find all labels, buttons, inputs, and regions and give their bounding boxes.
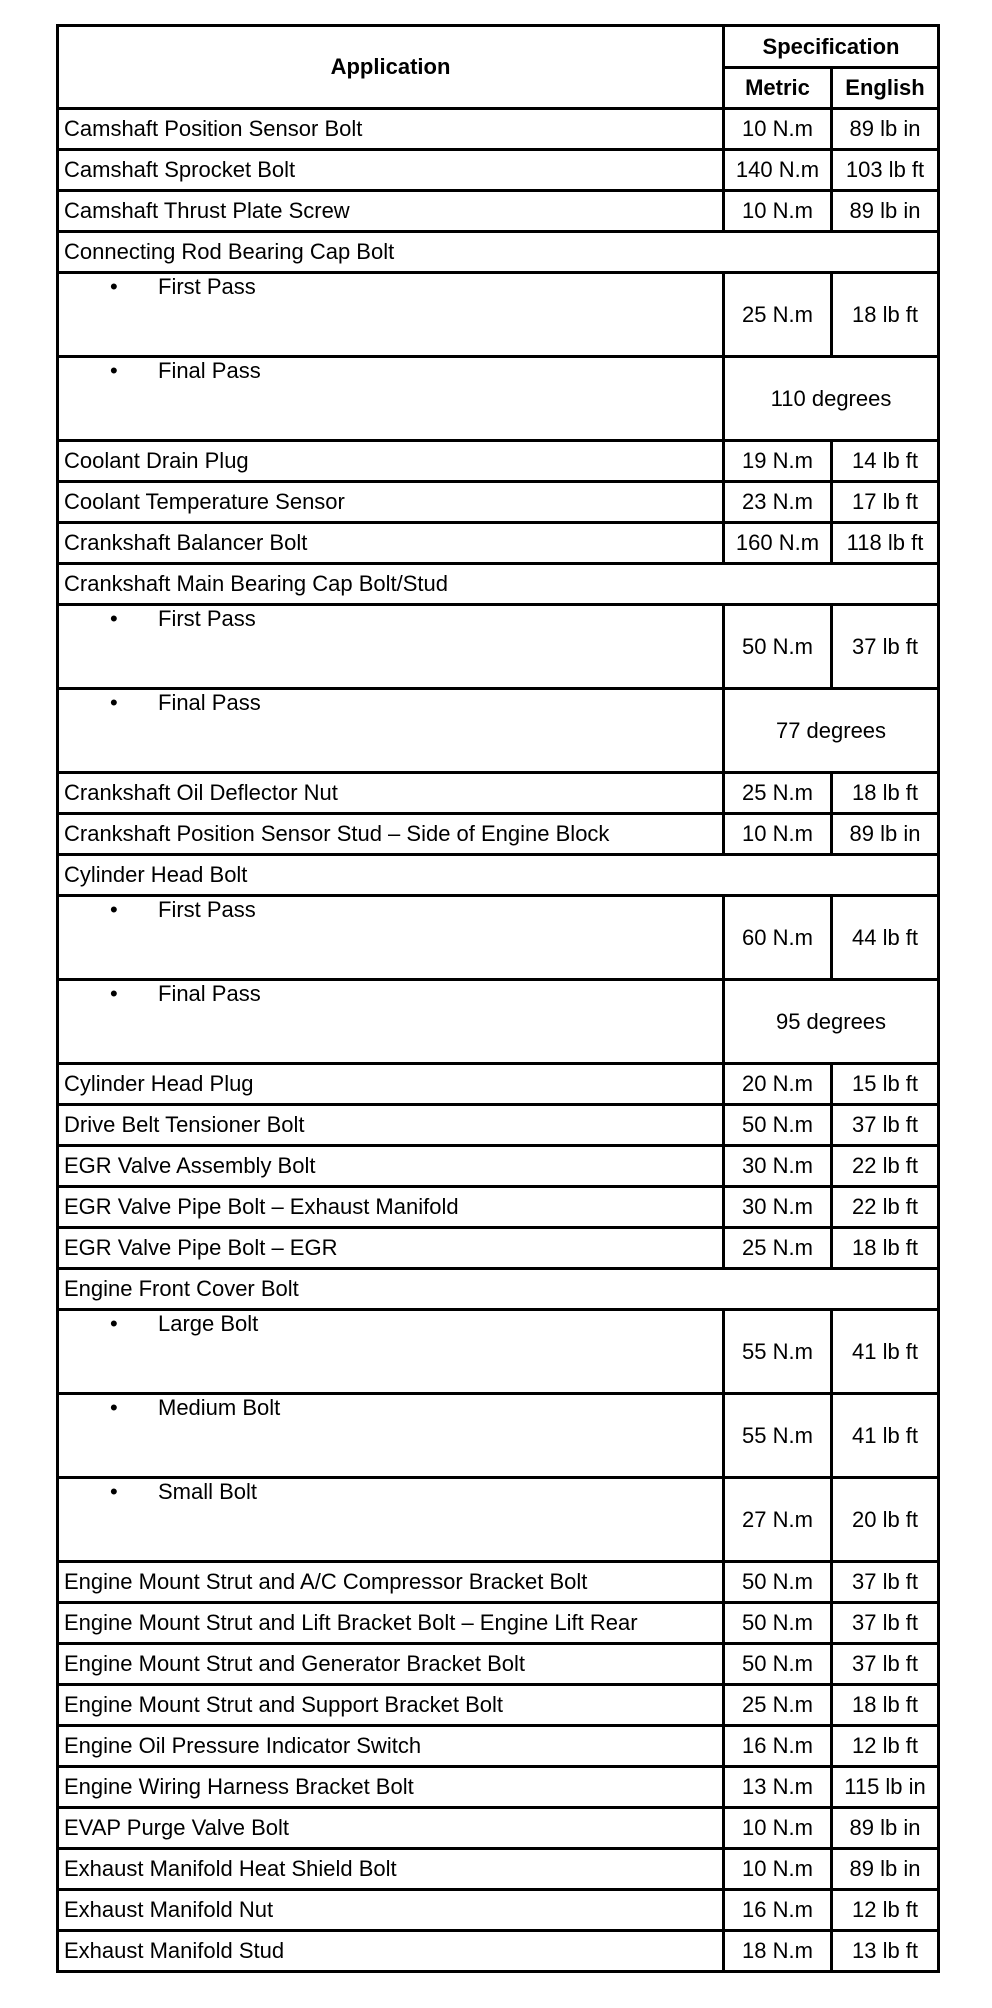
sub-application-cell — [58, 357, 724, 441]
english-cell: 18 lb ft — [832, 1228, 939, 1269]
sub-application-label: Final Pass — [158, 358, 261, 383]
application-cell: Crankshaft Balancer Bolt — [58, 523, 724, 564]
metric-cell: 20 N.m — [724, 1064, 832, 1105]
table-row — [58, 482, 939, 523]
table-row — [58, 523, 939, 564]
table-row — [58, 1603, 939, 1644]
application-cell: Engine Oil Pressure Indicator Switch — [58, 1726, 724, 1767]
group-row — [58, 855, 939, 896]
english-cell: 20 lb ft — [832, 1478, 939, 1562]
table-row — [58, 1562, 939, 1603]
application-header: Application — [58, 26, 724, 109]
merged-spec-cell: 110 degrees — [724, 357, 939, 441]
metric-cell: 50 N.m — [724, 605, 832, 689]
table-row — [58, 1146, 939, 1187]
table-row — [58, 191, 939, 232]
metric-cell: 50 N.m — [724, 1603, 832, 1644]
english-cell: 89 lb in — [832, 109, 939, 150]
metric-cell: 55 N.m — [724, 1310, 832, 1394]
metric-cell: 10 N.m — [724, 814, 832, 855]
merged-spec-cell: 95 degrees — [724, 980, 939, 1064]
table-row — [58, 441, 939, 482]
group-application-cell: Crankshaft Main Bearing Cap Bolt/Stud — [58, 564, 939, 605]
table-row — [58, 1187, 939, 1228]
english-cell: 89 lb in — [832, 1849, 939, 1890]
english-cell: 13 lb ft — [832, 1931, 939, 1972]
metric-cell: 27 N.m — [724, 1478, 832, 1562]
sub-row — [58, 689, 939, 773]
metric-cell: 25 N.m — [724, 773, 832, 814]
sub-row — [58, 1394, 939, 1478]
sub-application-cell — [58, 980, 724, 1064]
english-cell: 44 lb ft — [832, 896, 939, 980]
sub-application-cell — [58, 1478, 724, 1562]
sub-application-cell — [58, 1394, 724, 1478]
english-cell: 15 lb ft — [832, 1064, 939, 1105]
metric-cell: 10 N.m — [724, 191, 832, 232]
english-cell: 12 lb ft — [832, 1890, 939, 1931]
application-cell: EGR Valve Assembly Bolt — [58, 1146, 724, 1187]
table-row — [58, 773, 939, 814]
table-row — [58, 1644, 939, 1685]
group-application-cell: Connecting Rod Bearing Cap Bolt — [58, 232, 939, 273]
table-row — [58, 109, 939, 150]
table-row — [58, 1685, 939, 1726]
sub-application-label: Large Bolt — [158, 1311, 259, 1336]
sub-row — [58, 1310, 939, 1394]
table-body — [58, 109, 939, 1972]
application-cell: Camshaft Position Sensor Bolt — [58, 109, 724, 150]
group-application-cell: Engine Front Cover Bolt — [58, 1269, 939, 1310]
english-cell: 18 lb ft — [832, 773, 939, 814]
english-cell: 89 lb in — [832, 191, 939, 232]
application-cell: Engine Mount Strut and Support Bracket Bolt — [58, 1685, 724, 1726]
bullet-icon: • — [110, 981, 118, 1006]
bullet-icon: • — [110, 358, 118, 383]
sub-application-label: First Pass — [158, 897, 256, 922]
metric-cell: 23 N.m — [724, 482, 832, 523]
sub-row — [58, 1478, 939, 1562]
english-cell: 17 lb ft — [832, 482, 939, 523]
metric-cell: 140 N.m — [724, 150, 832, 191]
sub-row — [58, 605, 939, 689]
english-cell: 12 lb ft — [832, 1726, 939, 1767]
english-cell: 118 lb ft — [832, 523, 939, 564]
group-application-cell: Cylinder Head Bolt — [58, 855, 939, 896]
merged-spec-cell: 77 degrees — [724, 689, 939, 773]
sub-application-cell — [58, 896, 724, 980]
table-row — [58, 1849, 939, 1890]
application-cell: Coolant Drain Plug — [58, 441, 724, 482]
sub-row — [58, 980, 939, 1064]
application-cell: Crankshaft Oil Deflector Nut — [58, 773, 724, 814]
bullet-icon: • — [110, 1479, 118, 1504]
table-row — [58, 1228, 939, 1269]
application-cell: Cylinder Head Plug — [58, 1064, 724, 1105]
bullet-icon: • — [110, 1311, 118, 1336]
metric-cell: 19 N.m — [724, 441, 832, 482]
english-cell: 103 lb ft — [832, 150, 939, 191]
table-row — [58, 1890, 939, 1931]
sub-row — [58, 896, 939, 980]
application-cell: Drive Belt Tensioner Bolt — [58, 1105, 724, 1146]
application-cell: Camshaft Thrust Plate Screw — [58, 191, 724, 232]
metric-cell: 10 N.m — [724, 1849, 832, 1890]
english-cell: 37 lb ft — [832, 605, 939, 689]
metric-cell: 50 N.m — [724, 1644, 832, 1685]
table-row — [58, 1931, 939, 1972]
application-cell: Engine Mount Strut and Lift Bracket Bolt – Engine Lift Rear — [58, 1603, 724, 1644]
english-cell: 37 lb ft — [832, 1644, 939, 1685]
english-cell: 22 lb ft — [832, 1146, 939, 1187]
application-cell: Coolant Temperature Sensor — [58, 482, 724, 523]
metric-header: Metric — [724, 68, 832, 109]
metric-cell: 16 N.m — [724, 1890, 832, 1931]
metric-cell: 25 N.m — [724, 1228, 832, 1269]
group-row — [58, 1269, 939, 1310]
english-cell: 37 lb ft — [832, 1105, 939, 1146]
english-cell: 37 lb ft — [832, 1562, 939, 1603]
metric-cell: 25 N.m — [724, 1685, 832, 1726]
application-cell: EGR Valve Pipe Bolt – EGR — [58, 1228, 724, 1269]
application-cell: Engine Mount Strut and A/C Compressor Bracket Bolt — [58, 1562, 724, 1603]
metric-cell: 10 N.m — [724, 1808, 832, 1849]
english-cell: 14 lb ft — [832, 441, 939, 482]
sub-application-cell — [58, 273, 724, 357]
table-row — [58, 1808, 939, 1849]
metric-cell: 10 N.m — [724, 109, 832, 150]
english-cell: 22 lb ft — [832, 1187, 939, 1228]
application-cell: Engine Wiring Harness Bracket Bolt — [58, 1767, 724, 1808]
metric-cell: 55 N.m — [724, 1394, 832, 1478]
application-cell: Exhaust Manifold Nut — [58, 1890, 724, 1931]
table-row — [58, 150, 939, 191]
bullet-icon: • — [110, 274, 118, 299]
group-row — [58, 232, 939, 273]
english-cell: 41 lb ft — [832, 1394, 939, 1478]
sub-application-cell — [58, 689, 724, 773]
application-cell: EGR Valve Pipe Bolt – Exhaust Manifold — [58, 1187, 724, 1228]
sub-application-label: First Pass — [158, 606, 256, 631]
torque-spec-table — [56, 24, 940, 1973]
bullet-icon: • — [110, 1395, 118, 1420]
metric-cell: 60 N.m — [724, 896, 832, 980]
sub-application-cell — [58, 1310, 724, 1394]
metric-cell: 50 N.m — [724, 1562, 832, 1603]
english-cell: 18 lb ft — [832, 1685, 939, 1726]
metric-cell: 16 N.m — [724, 1726, 832, 1767]
metric-cell: 25 N.m — [724, 273, 832, 357]
table-row — [58, 1767, 939, 1808]
table-header — [58, 26, 939, 109]
metric-cell: 30 N.m — [724, 1187, 832, 1228]
english-cell: 18 lb ft — [832, 273, 939, 357]
sub-application-label: First Pass — [158, 274, 256, 299]
sub-application-label: Final Pass — [158, 690, 261, 715]
english-cell: 37 lb ft — [832, 1603, 939, 1644]
english-cell: 115 lb in — [832, 1767, 939, 1808]
english-header: English — [832, 68, 939, 109]
group-row — [58, 564, 939, 605]
english-cell: 89 lb in — [832, 1808, 939, 1849]
metric-cell: 30 N.m — [724, 1146, 832, 1187]
metric-cell: 13 N.m — [724, 1767, 832, 1808]
bullet-icon: • — [110, 606, 118, 631]
table-row — [58, 1726, 939, 1767]
application-cell: Exhaust Manifold Heat Shield Bolt — [58, 1849, 724, 1890]
metric-cell: 160 N.m — [724, 523, 832, 564]
sub-application-label: Medium Bolt — [158, 1395, 281, 1420]
english-cell: 41 lb ft — [832, 1310, 939, 1394]
metric-cell: 18 N.m — [724, 1931, 832, 1972]
application-cell: Exhaust Manifold Stud — [58, 1931, 724, 1972]
bullet-icon: • — [110, 690, 118, 715]
specification-header: Specification — [724, 26, 939, 68]
application-cell: EVAP Purge Valve Bolt — [58, 1808, 724, 1849]
table-row — [58, 814, 939, 855]
sub-application-label: Final Pass — [158, 981, 261, 1006]
table-row — [58, 1105, 939, 1146]
sub-row — [58, 357, 939, 441]
application-cell: Engine Mount Strut and Generator Bracket Bolt — [58, 1644, 724, 1685]
table-row — [58, 1064, 939, 1105]
sub-application-cell — [58, 605, 724, 689]
application-cell: Camshaft Sprocket Bolt — [58, 150, 724, 191]
sub-row — [58, 273, 939, 357]
bullet-icon: • — [110, 897, 118, 922]
application-cell: Crankshaft Position Sensor Stud – Side of Engine Block — [58, 814, 724, 855]
metric-cell: 50 N.m — [724, 1105, 832, 1146]
sub-application-label: Small Bolt — [158, 1479, 258, 1504]
english-cell: 89 lb in — [832, 814, 939, 855]
